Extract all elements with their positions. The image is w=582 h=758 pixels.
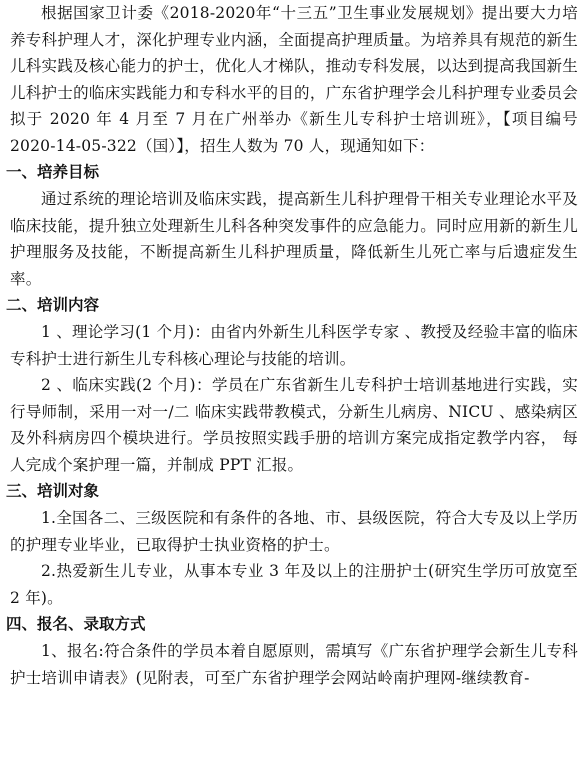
section-heading-audience: 三、培训对象 xyxy=(6,482,100,500)
section-heading-goals: 一、培养目标 xyxy=(6,163,100,181)
audience-paragraph-1: 1.全国各二、三级医院和有条件的各地、市、县级医院，符合大专及以上学历的护理专业毕业，已取得护士执业资格的护士。 xyxy=(10,509,578,554)
goals-paragraph: 通过系统的理论培训及临床实践，提高新生儿科护理骨干相关专业理论水平及临床技能，提升独立处理新生儿科各种突发事件的应急能力。同时应用新的新生儿护理服务及技能，不断提高新生儿科护理质量，降低新生儿死亡率与后遗症发生率。 xyxy=(10,190,578,288)
section-heading-registration: 四、报名、录取方式 xyxy=(6,615,146,633)
registration-paragraph: 1、报名:符合条件的学员本着自愿原则，需填写《广东省护理学会新生儿专科护士培训申请表》(见附表，可至广东省护理学会网站岭南护理网-继续教育- xyxy=(10,642,578,687)
content-practice-paragraph: 2 、临床实践(2 个月)：学员在广东省新生儿专科护士培训基地进行实践，实行导师制，采用一对一/二 临床实践带教模式，分新生儿病房、NICU 、感染病区及外科病房四个模块进行。学员按照实践手册的培训方案完成指定教学内容， 每人完成个案护理一篇，并制成 PPT 汇报。 xyxy=(10,376,578,474)
audience-paragraph-2: 2.热爱新生儿专业，从事本专业 3 年及以上的注册护士(研究生学历可放宽至 2 年)。 xyxy=(10,562,578,607)
content-theory-paragraph: 1 、理论学习(1 个月)：由省内外新生儿科医学专家 、教授及经验丰富的临床专科护士进行新生儿专科核心理论与技能的培训。 xyxy=(10,323,578,368)
section-heading-content: 二、培训内容 xyxy=(6,296,100,314)
intro-paragraph: 根据国家卫计委《2018-2020年“十三五”卫生事业发展规划》提出要大力培养专科护理人才，深化护理专业内涵，全面提高护理质量。为培养具有规范的新生儿科实践及核心能力的护士，优化人才梯队，推动专科发展，以达到提高我国新生儿科护士的临床实践能力和专科水平的目的，广东省护理学会儿科护理专业委员会拟于 2020 年 4 月至 7 月在广州举办《新生儿专科护士培训班》，【项目编号 2020-14-05-322（国）】，招生人数为 70 人，现通知如下： xyxy=(10,4,578,155)
